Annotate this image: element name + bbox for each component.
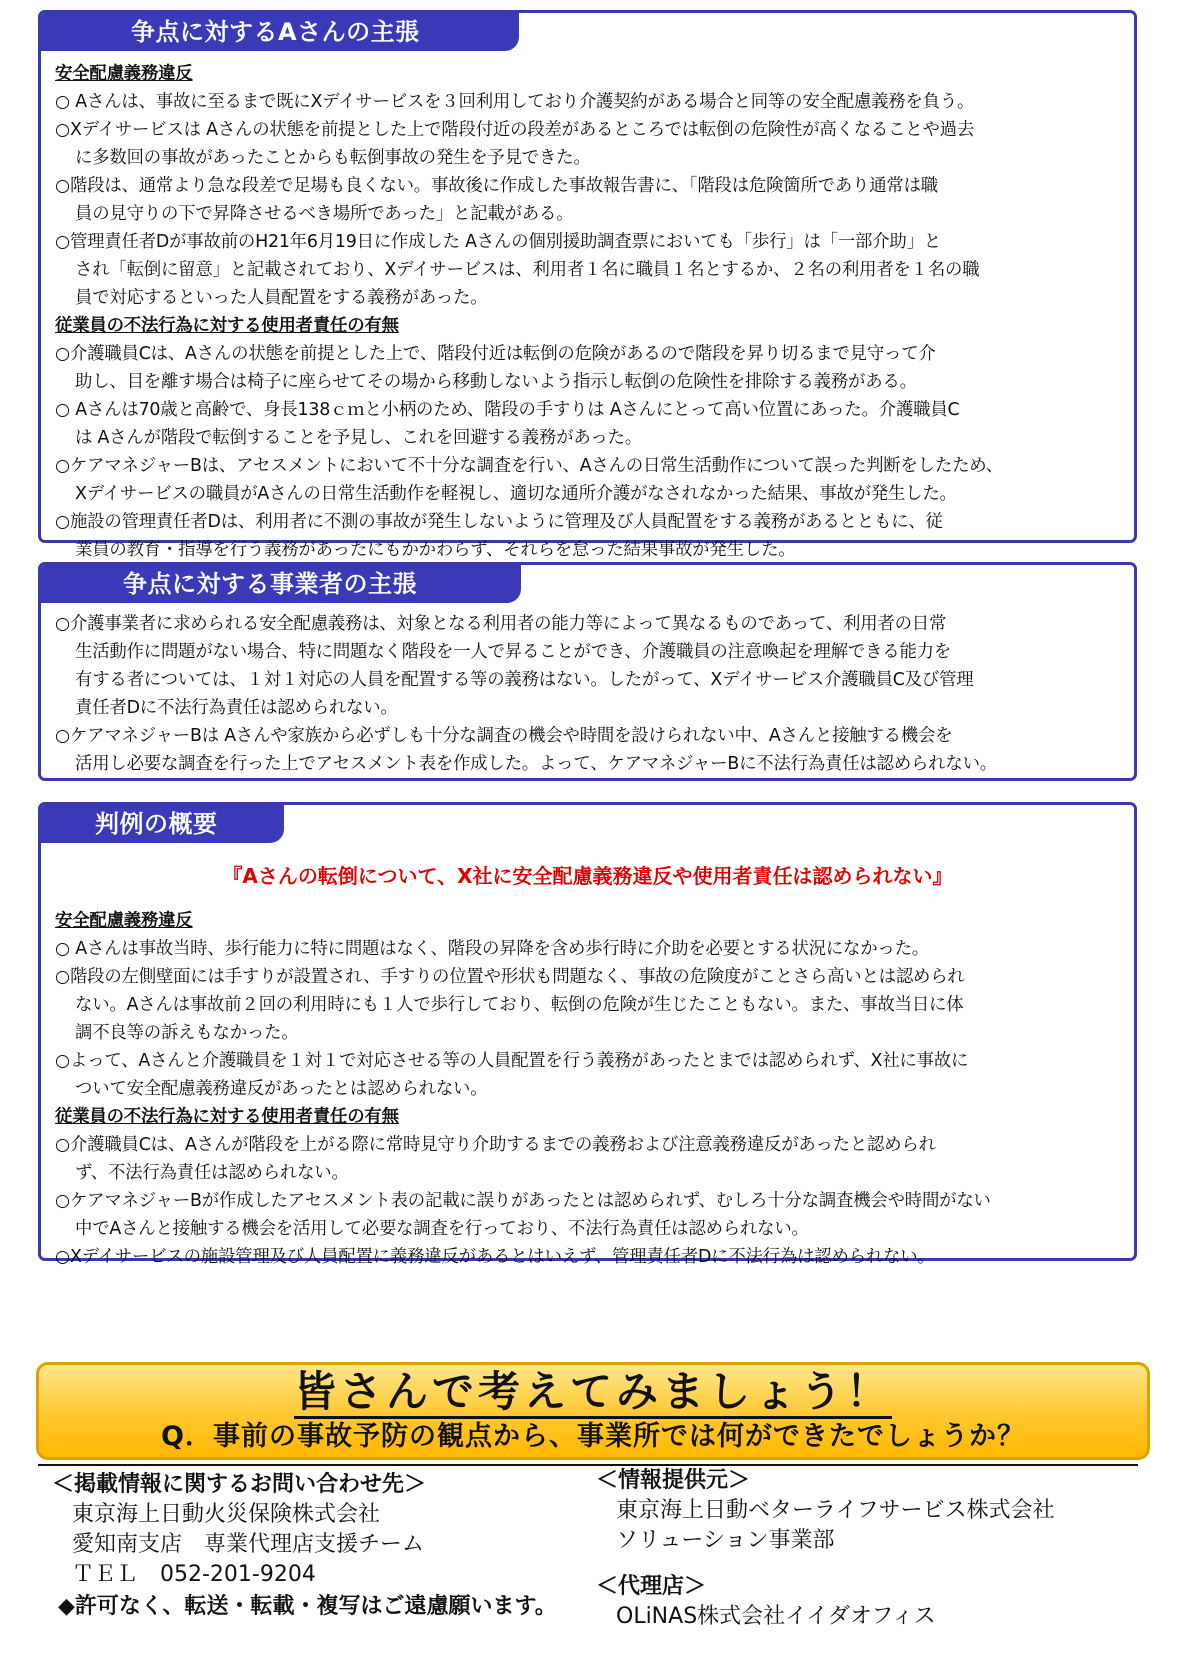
banner-title-text: 皆さんで考えてみましょう！ — [294, 1367, 892, 1419]
text-line-continued: 責任者Dに不法行為責任は認められない。 — [75, 698, 398, 718]
bullet-item: ○Xデイサービスの施設管理及び人員配置に義務違反があるとはいえず、管理責任者Dに不法行為は認められない。 — [55, 1247, 935, 1267]
contact-line: 愛知南支店 専業代理店支援チーム — [72, 1532, 425, 1557]
copy-notice: ◆許可なく、転送・転載・複写はご遠慮願います。 — [58, 1594, 557, 1619]
text-line-continued: 生活動作に問題がない場合、特に問題なく階段を一人で昇ることができ、介護職員の注意喚起を理解できる能力を — [75, 642, 952, 662]
text-line-continued: ついて安全配慮義務違反があったとは認められない。 — [75, 1079, 488, 1099]
source-line: 東京海上日動ベターライフサービス株式会社 — [616, 1498, 1055, 1523]
text-line-continued: 中でAさんと接触する機会を活用して必要な調査を行っており、不法行為責任は認められない。 — [75, 1219, 809, 1239]
contact-phone: ＴＥＬ 052-201-9204 — [72, 1562, 316, 1587]
text-line-continued: 員の見守りの下で昇降させるべき場所であった」と記載がある。 — [75, 204, 574, 224]
bullet-item: ○ケアマネジャーBが作成したアセスメント表の記載に誤りがあったとは認められず、むしろ十分な調査機会や時間がない — [55, 1191, 991, 1211]
bullet-item: ○ Aさんは70歳と高齢で、身長138ｃｍと小柄のため、階段の手すりは Aさんにとって高い位置にあった。介護職員C — [55, 400, 960, 420]
bullet-item: ○よって、Aさんと介護職員を１対１で対応させる等の人員配置を行う義務があったとまでは認められず、X社に事故に — [55, 1051, 969, 1071]
source-line: ソリューション事業部 — [616, 1528, 835, 1553]
bullet-item: ○施設の管理責任者Dは、利用者に不測の事故が発生しないように管理及び人員配置をする義務があるとともに、従 — [55, 512, 943, 532]
text-line-continued: 員で対応するといった人員配置をする義務があった。 — [75, 288, 488, 308]
subsection-heading: 従業員の不法行為に対する使用者責任の有無 — [55, 1107, 399, 1127]
section-title: 判例の概要 — [41, 805, 284, 843]
text-line-continued: に多数回の事故があったことからも転倒事故の発生を予見できた。 — [75, 148, 591, 168]
ruling-statement: 『Aさんの転倒について、X社に安全配慮義務違反や使用者責任は認められない』 — [222, 864, 953, 888]
agent-line: OLiNAS株式会社イイダオフィス — [616, 1604, 936, 1629]
discussion-banner — [36, 1362, 1150, 1460]
section-operator-claim — [38, 562, 1137, 781]
contact-line: 東京海上日動火災保険株式会社 — [72, 1502, 381, 1527]
bullet-item: ○介護職員Cは、Aさんが階段を上がる際に常時見守り介助するまでの義務および注意義務違反があったと認められ — [55, 1135, 936, 1155]
text-line-continued: ず、不法行為責任は認められない。 — [75, 1163, 349, 1183]
contact-heading: ＜掲載情報に関するお問い合わせ先＞ — [52, 1472, 427, 1497]
text-line-continued: 活用し必要な調査を行った上でアセスメント表を作成した。よって、ケアマネジャーBに不法行為責任は認められない。 — [75, 754, 997, 774]
info-source — [596, 1466, 1055, 1632]
banner-question: Q．事前の事故予防の観点から、事業所では何ができたでしょうか？ — [161, 1421, 1025, 1452]
text-line-continued: 調不良等の訴えもなかった。 — [75, 1023, 299, 1043]
text-line-continued: Xデイサービスの職員がAさんの日常生活動作を軽視し、適切な通所介護がなされなかった結果、事故が発生した。 — [75, 484, 957, 504]
bullet-item: ○階段は、通常より急な段差で足場も良くない。事故後に作成した事故報告書に、「階段は危険箇所であり通常は職 — [55, 176, 939, 196]
subsection-heading: 従業員の不法行為に対する使用者責任の有無 — [55, 316, 399, 336]
bullet-item: ○ Aさんは、事故に至るまで既にXデイサービスを３回利用しており介護契約がある場合と同等の安全配慮義務を負う。 — [55, 92, 975, 112]
bullet-item: ○管理責任者Dが事故前のH21年6月19日に作成した Aさんの個別援助調査票においても「歩行」は「一部介助」と — [55, 232, 941, 252]
bullet-item: ○ケアマネジャーBは、アセスメントにおいて不十分な調査を行い、Aさんの日常生活動作について誤った判断をしたため、 — [55, 456, 1003, 476]
agent-heading: ＜代理店＞ — [596, 1574, 707, 1599]
contact-info — [52, 1470, 557, 1622]
text-line-continued: 助し、目を離す場合は椅子に座らせてその場から移動しないよう指示し転倒の危険性を排除する義務がある。 — [75, 372, 917, 392]
source-heading: ＜情報提供元＞ — [596, 1468, 751, 1493]
text-line-continued: され「転倒に留意」と記載されており、Xデイサービスは、利用者１名に職員１名とするか、２名の利用者を１名の職 — [75, 260, 980, 280]
bullet-item: ○ Aさんは事故当時、歩行能力に特に問題はなく、階段の昇降を含め歩行時に介助を必要とする状況になかった。 — [55, 939, 929, 959]
text-line-continued: 業員の教育・指導を行う義務があったにもかかわらず、それらを怠った結果事故が発生した。 — [75, 540, 796, 560]
bullet-item: ○Xデイサービスは Aさんの状態を前提とした上で階段付近の段差があるところでは転倒の危険性が高くなることや過去 — [55, 120, 975, 140]
section-body — [55, 60, 1124, 564]
section-body — [55, 610, 1124, 778]
subsection-heading: 安全配慮義務違反 — [55, 64, 193, 84]
section-title: 争点に対するAさんの主張 — [41, 13, 519, 51]
text-line-continued: ない。Aさんは事故前２回の利用時にも１人で歩行しており、転倒の危険が生じたこともない。また、事故当日に体 — [75, 995, 964, 1015]
subsection-heading: 安全配慮義務違反 — [55, 911, 193, 931]
section-title: 争点に対する事業者の主張 — [41, 565, 521, 603]
bullet-item: ○介護事業者に求められる安全配慮義務は、対象となる利用者の能力等によって異なるものであって、利用者の日常 — [55, 614, 947, 634]
section-plaintiff-claim — [38, 10, 1137, 560]
text-line-continued: 有する者については、１対１対応の人員を配置する等の義務はない。したがって、Xデイサービス介護職員C及び管理 — [75, 670, 974, 690]
bullet-item: ○ケアマネジャーBは Aさんや家族から必ずしも十分な調査の機会や時間を設けられない中、Aさんと接触する機会を — [55, 726, 953, 746]
bullet-item: ○階段の左側壁面には手すりが設置され、手すりの位置や形状も問題なく、事故の危険度がことさら高いとは認められ — [55, 967, 965, 987]
section-judgment-summary — [38, 802, 1137, 1267]
text-line-continued: は Aさんが階段で転倒することを予見し、これを回避する義務があった。 — [75, 428, 642, 448]
bullet-item: ○介護職員Cは、Aさんの状態を前提とした上で、階段付近は転倒の危険があるので階段を昇り切るまで見守って介 — [55, 344, 936, 364]
section-body — [55, 907, 1124, 1271]
banner-title — [39, 1365, 1147, 1419]
